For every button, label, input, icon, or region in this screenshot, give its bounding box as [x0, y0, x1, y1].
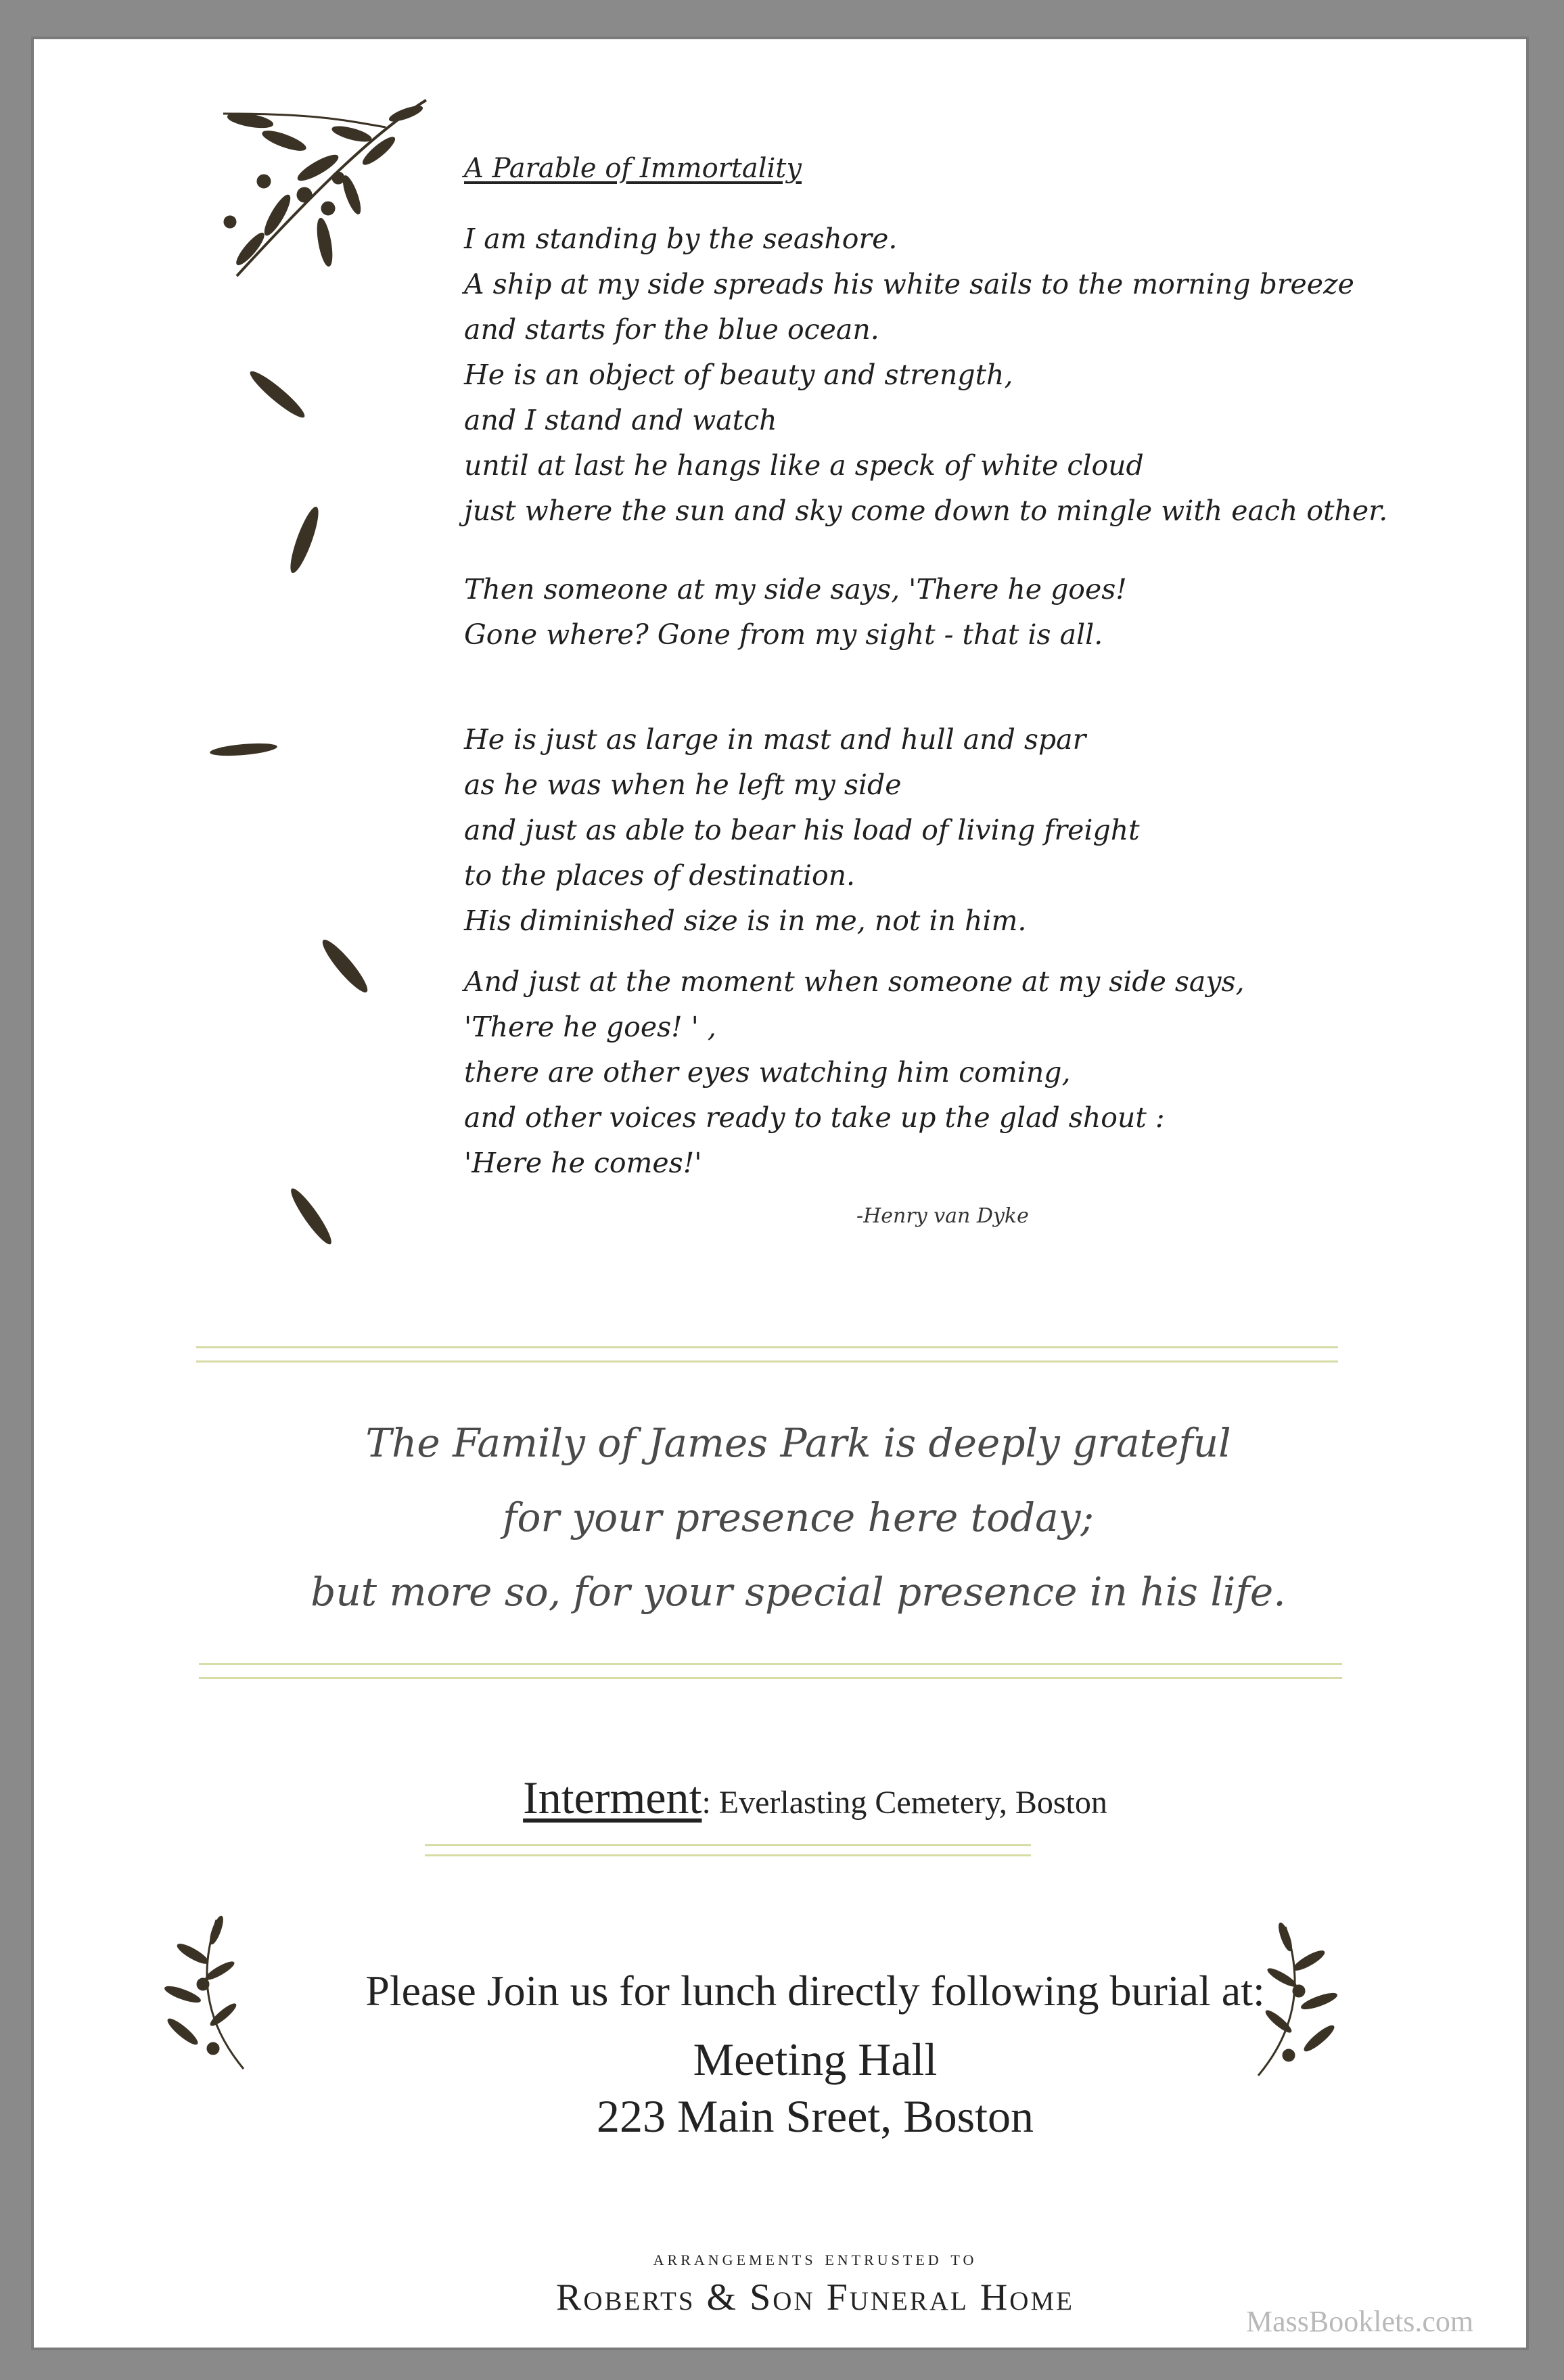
lunch-invitation: Please Join us for lunch directly following burial at: [365, 1967, 1265, 2015]
interment-location: : Everlasting Cemetery, Boston [702, 1785, 1107, 1821]
venue-address: 223 Main Sreet, Boston [597, 2090, 1034, 2142]
poem-line: 'Here he comes!' [464, 1147, 702, 1179]
funeral-home-name: Roberts & Son Funeral Home [556, 2276, 1074, 2318]
gratitude-message [169, 1406, 1427, 1629]
poem-stanza-2 [464, 567, 1127, 658]
poem-line: Gone where? Gone from my sight - that is all. [464, 618, 1103, 651]
poem-line: His diminished size is in me, not in him. [464, 905, 1027, 937]
poem-line: He is just as large in mast and hull and spar [464, 723, 1086, 756]
poem-line: there are other eyes watching him coming, [464, 1056, 1071, 1089]
watermark: MassBooklets.com [1246, 2305, 1474, 2338]
lunch-venue [34, 2031, 1564, 2145]
olive-branch-icon [183, 93, 440, 296]
olive-leaf-icon [298, 919, 392, 1013]
poem-line: 'There he goes! ' , [464, 1011, 716, 1043]
olive-leaf-icon [189, 729, 298, 770]
gratitude-line: for your presence here today; [502, 1494, 1095, 1540]
poem-stanza-1 [464, 216, 1387, 534]
arrangements-label: arrangements entrusted to [653, 2246, 978, 2270]
poem-line: And just at the moment when someone at my side says, [464, 965, 1245, 998]
venue-name: Meeting Hall [693, 2034, 938, 2085]
gratitude-line: The Family of James Park is deeply grateful [365, 1420, 1231, 1466]
poem-line: I am standing by the seashore. [464, 223, 898, 255]
poem-line: as he was when he left my side [464, 769, 902, 801]
poem-line: just where the sun and sky come down to mingle with each other. [464, 495, 1388, 527]
divider-rule [425, 1844, 1031, 1856]
divider-rule [199, 1663, 1342, 1679]
poem-line: A ship at my side spreads his white sails to the morning breeze [464, 268, 1354, 300]
olive-leaf-icon [264, 1169, 359, 1264]
poem-line: and starts for the blue ocean. [464, 313, 879, 346]
poem-line: and other voices ready to take up the glad shout : [464, 1101, 1165, 1134]
poem-line: and just as able to bear his load of living freight [464, 814, 1140, 846]
poem-stanza-4 [464, 959, 1245, 1186]
olive-leaf-icon [230, 350, 325, 438]
olive-leaf-icon [257, 486, 352, 594]
interment-line [34, 1771, 1564, 1825]
poem-line: to the places of destination. [464, 859, 856, 892]
divider-rule [196, 1346, 1338, 1363]
poem-attribution: -Henry van Dyke [856, 1204, 1029, 1228]
poem-line: until at last he hangs like a speck of white cloud [464, 449, 1144, 482]
poem-line: He is an object of beauty and strength, [464, 359, 1013, 391]
gratitude-line: but more so, for your special presence in his life. [310, 1569, 1286, 1615]
poem-line: and I stand and watch [464, 404, 777, 436]
interment-label: Interment [523, 1772, 702, 1823]
poem-title: A Parable of Immortality [464, 153, 802, 184]
poem-line: Then someone at my side says, 'There he goes! [464, 573, 1127, 605]
memorial-card-page [34, 39, 1526, 2348]
poem-stanza-3 [464, 717, 1140, 944]
